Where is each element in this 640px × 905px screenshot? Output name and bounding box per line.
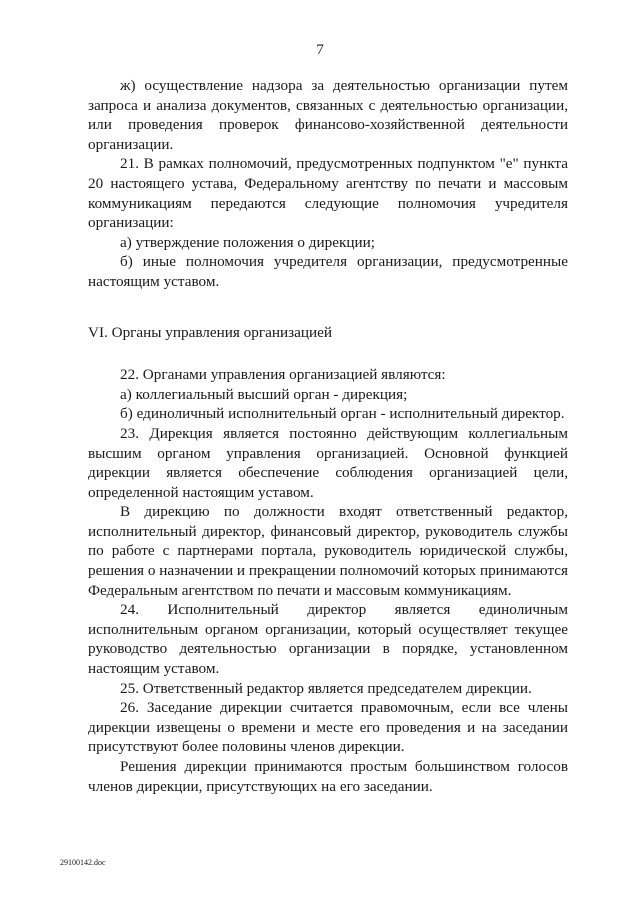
page-number: 7 — [316, 41, 324, 58]
paragraph: ж) осуществление надзора за деятельностью организации путем запроса и анализа документов, связанных с деятельностью организации, или проведения проверок финансово-хозяйственной деятельности организации. — [88, 77, 568, 153]
paragraph: 22. Органами управления организацией являются: — [120, 366, 446, 384]
paragraph: 26. Заседание дирекции считается правомочным, если все члены дирекции извещены о времени и месте его проведения и на заседании присутствуют более половины членов дирекции. — [88, 699, 568, 756]
paragraph: а) утверждение положения о дирекции; — [120, 233, 375, 251]
paragraph: В дирекцию по должности входят ответственный редактор, исполнительный директор, финансовый директор, руководитель службы по работе с партнерами портала, руководитель юридической службы, решения о назначении и прекращении полномочий которых принимаются Федеральным агентством по печати и массовым коммуникациям. — [88, 503, 568, 599]
file-name-footer: 29100142.doc — [60, 858, 106, 867]
paragraph: 21. В рамках полномочий, предусмотренных подпунктом "е" пункта 20 настоящего устава, Федеральному агентству по печати и массовым коммуникациям передаются следующие полномочия учредителя организации: — [88, 155, 568, 232]
paragraph: 24. Исполнительный директор является единоличным исполнительным органом организации, который осуществляет текущее руководство деятельностью организации в порядке, установленном настоящим уставом. — [88, 601, 568, 678]
paragraph: 25. Ответственный редактор является председателем дирекции. — [120, 679, 532, 697]
paragraph: б) иные полномочия учредителя организации, предусмотренные настоящим уставом. — [88, 253, 568, 290]
section-heading: VI. Органы управления организацией — [88, 323, 332, 341]
paragraph: а) коллегиальный высший орган - дирекция; — [120, 385, 408, 403]
document-body — [88, 76, 568, 796]
paragraph: 23. Дирекция является постоянно действующим коллегиальным высшим органом управления организацией. Основной функцией дирекции является обеспечение соблюдения организацией цели, определенной настоящим уставом. — [88, 424, 568, 501]
paragraph: Решения дирекции принимаются простым большинством голосов членов дирекции, присутствующих на его заседании. — [88, 758, 568, 795]
paragraph: б) единоличный исполнительный орган - исполнительный директор. — [120, 405, 565, 423]
